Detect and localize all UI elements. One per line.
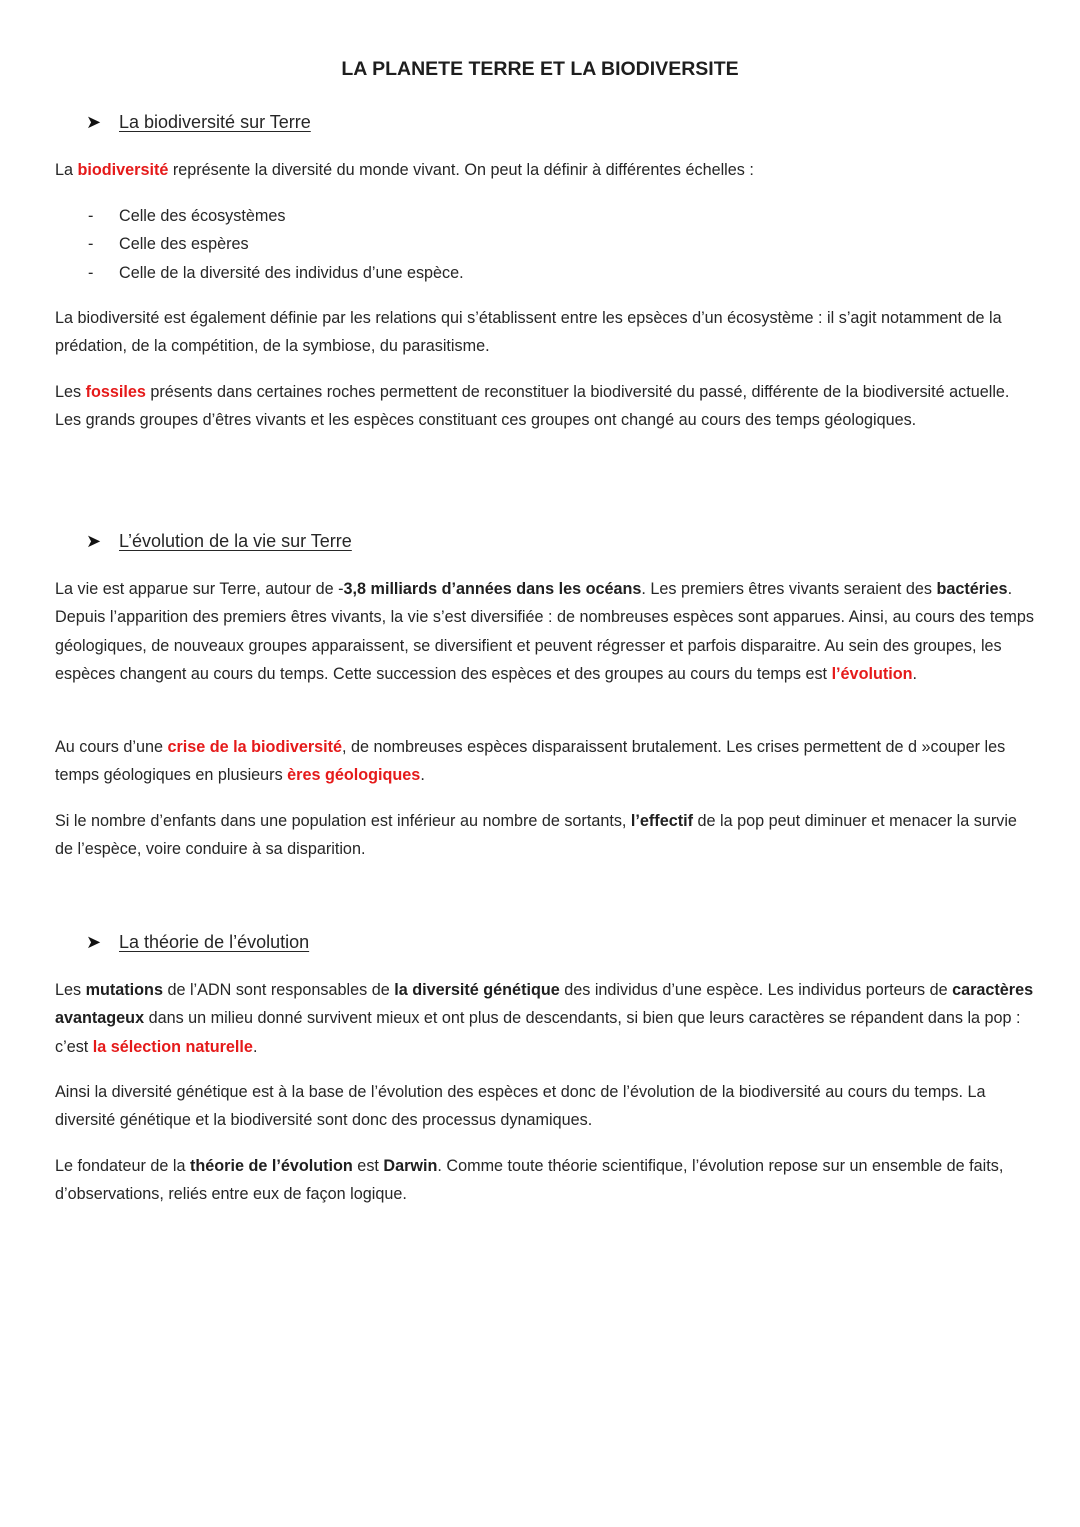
paragraph: La biodiversité est également définie par les relations qui s’établissent entre les epsèces d’un écosystème : il s’agit notamment de la prédation, de la compétition, de la symbiose, du parasitisme.: [55, 309, 1002, 356]
arrow-bullet-icon: ➤: [86, 530, 102, 551]
paragraph: La vie est apparue sur Terre, autour de -3,8 milliards d’années dans les océans. Les premiers êtres vivants seraient des bactéries. Depuis l’apparition des premiers êtres vivants, la vie s’est diversifiée : de nombreuses espèces sont apparues. Ainsi, au cours des temps géologiques, de nouveaux groupes apparaissent, se diversifient et peuvent régresser et parfois disparaitre. Au sein des groupes, les espèces changent au cours du temps. Cette succession des espèces et des groupes au cours du temps est l’évolution.: [55, 580, 1034, 684]
bullet-list: [55, 202, 464, 287]
paragraph: Le fondateur de la théorie de l’évolution est Darwin. Comme toute théorie scientifique, l’évolution repose sur un ensemble de faits, d’observations, reliés entre eux de façon logique.: [55, 1157, 1004, 1204]
arrow-bullet-icon: ➤: [86, 111, 102, 132]
paragraph: La biodiversité représente la diversité du monde vivant. On peut la définir à différentes échelles :: [55, 161, 754, 179]
section-heading-evolution-vie: ➤ L’évolution de la vie sur Terre: [86, 530, 352, 551]
section-heading-biodiversite: ➤ La biodiversité sur Terre: [86, 111, 311, 132]
paragraph: Ainsi la diversité génétique est à la base de l’évolution des espèces et donc de l’évolution de la biodiversité au cours du temps. La diversité génétique et la biodiversité sont donc des processus dynamiques.: [55, 1083, 986, 1130]
section-heading-theorie-evolution: ➤ La théorie de l’évolution: [86, 931, 310, 952]
paragraph: Les mutations de l’ADN sont responsables de la diversité génétique des individus d’une espèce. Les individus porteurs de caractères avantageux dans un milieu donné survivent mieux et ont plus de descendants, si bien que leurs caractères se répandent dans la pop : c’est la sélection naturelle.: [55, 981, 1034, 1056]
paragraph: Les fossiles présents dans certaines roches permettent de reconstituer la biodiversité du passé, différente de la biodiversité actuelle. Les grands groupes d’êtres vivants et les espèces constituant ces groupes ont changé au cours des temps géologiques.: [55, 383, 1010, 430]
list-item: - Celle des espères: [88, 235, 249, 254]
arrow-bullet-icon: ➤: [86, 931, 102, 952]
list-item: - Celle de la diversité des individus d’une espèce.: [88, 263, 464, 282]
paragraph: Au cours d’une crise de la biodiversité, de nombreuses espèces disparaissent brutalement. Les crises permettent de d »couper les temps géologiques en plusieurs ères géologiques.: [55, 738, 1006, 785]
page-title: LA PLANETE TERRE ET LA BIODIVERSITE: [341, 58, 739, 80]
paragraph: Si le nombre d’enfants dans une population est inférieur au nombre de sortants, l’effectif de la pop peut diminuer et menacer la survie de l’espèce, voire conduire à sa disparition.: [55, 812, 1017, 859]
list-item: - Celle des écosystèmes: [88, 207, 286, 225]
